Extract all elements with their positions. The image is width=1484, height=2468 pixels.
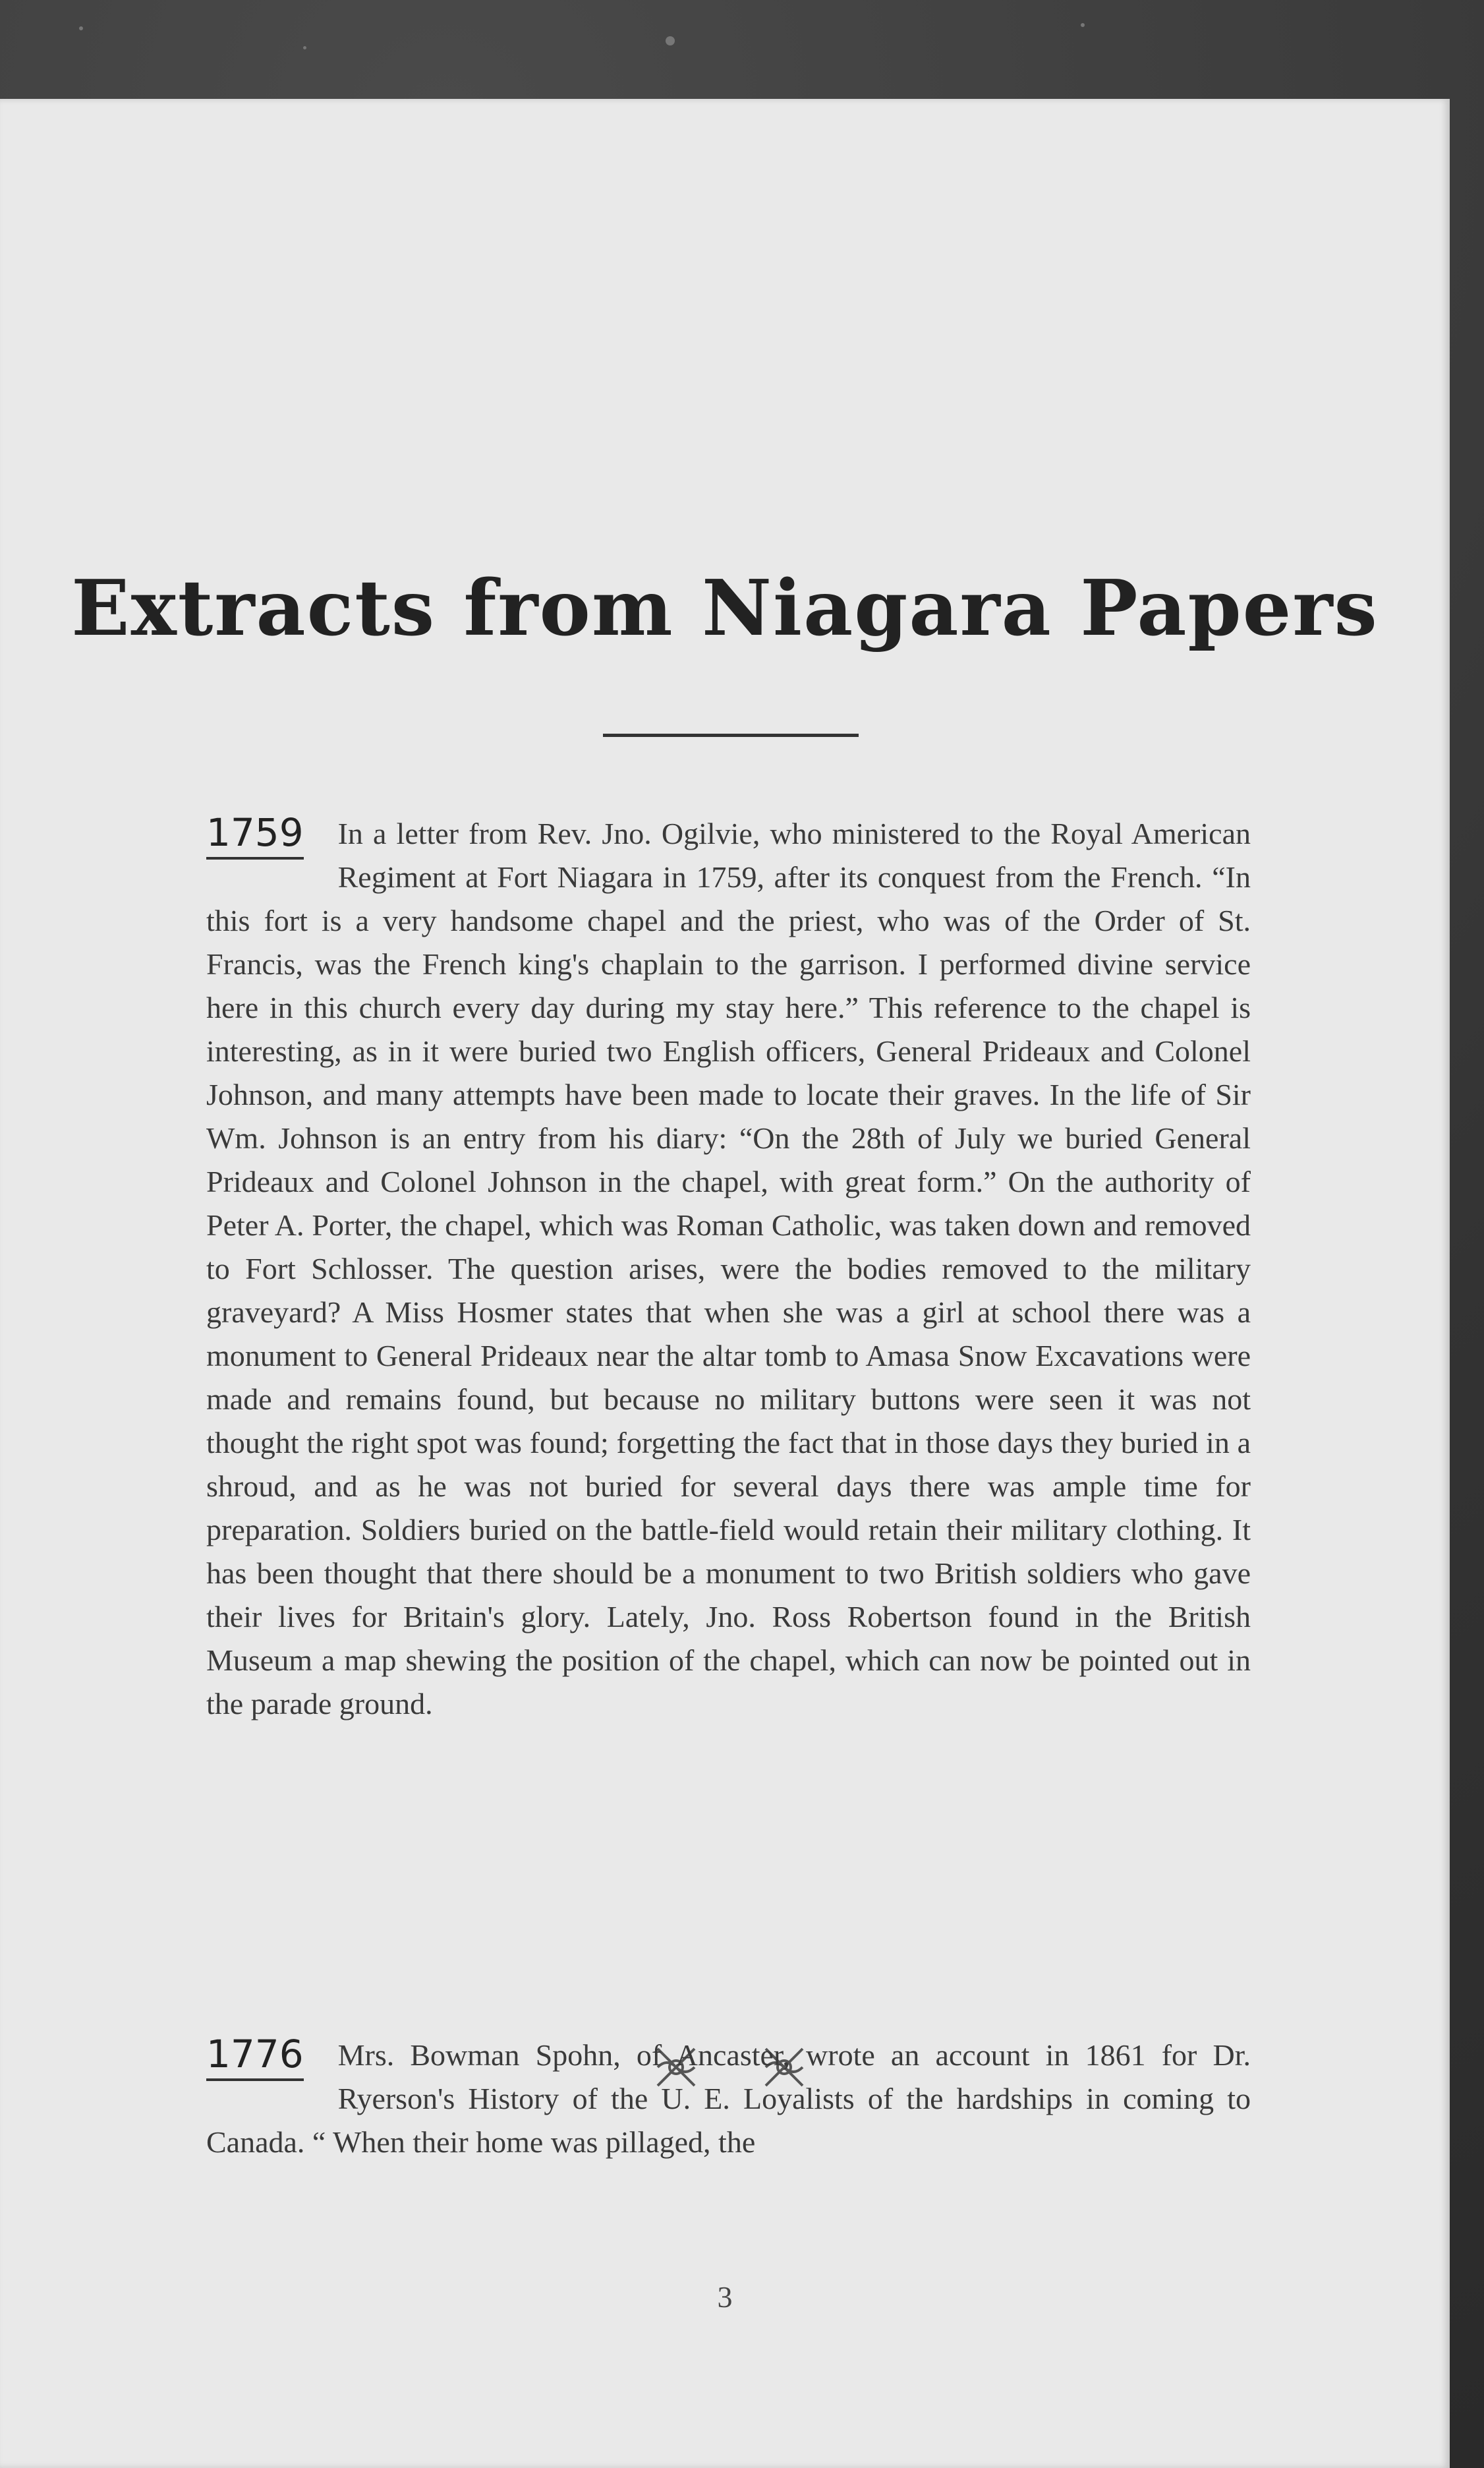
dust-speck: [666, 36, 675, 45]
page-number: 3: [717, 2280, 733, 2314]
document-page: [0, 99, 1450, 2468]
title-divider: [603, 734, 859, 737]
dust-speck: [79, 26, 83, 30]
dust-speck: [1081, 23, 1085, 27]
entry-year: 1776: [206, 2034, 304, 2081]
entry-text: In a letter from Rev. Jno. Ogilvie, who ministered to the Royal American Regiment at Fort Niagara in 1759, after its conquest from the French. “In this fort is a very handsome chapel and the priest, who was of the Order of St. Francis, was the French king's chaplain to the garrison. I performed divine service here in this church every day during my stay here.” This reference to the chapel is interesting, as in it were buried two English officers, General Prideaux and Colonel Johnson, and many attempts have been made to locate their graves. In the life of Sir Wm. Johnson is an entry from his diary: “On the 28th of July we buried General Prideaux and Colonel Johnson in the chapel, with great form.” On the authority of Peter A. Porter, the chapel, which was Roman Catholic, was taken down and removed to Fort Schlosser. The question arises, were the bodies removed to the military graveyard? A Miss Hosmer states that when she was a girl at school there was a monument to General Prideaux near the altar tomb to Amasa Snow Excavations were made and remains found, but because no military buttons were seen it was not thought the right spot was found; forgetting the fact that in those days they buried in a shroud, and as he was not buried for several days there was ample time for preparation. Soldiers buried on the battle-field would retain their military clothing. It has been thought that there should be a monument to two British soldiers who gave their lives for Britain's glory. Lately, Jno. Ross Robertson found in the British Museum a map shewing the position of the chapel, which can now be pointed out in the parade ground.: [206, 817, 1251, 1720]
entry-1759: [206, 812, 1251, 1726]
entry-1776: [206, 2034, 1251, 2164]
entry-year: 1759: [206, 812, 304, 860]
entry-text: Mrs. Bowman Spohn, of Ancaster, wrote an account in 1861 for Dr. Ryerson's History of the U. E. Loyalists of the hardships in coming to Canada. “ When their home was pillaged, the: [206, 2038, 1251, 2159]
dust-speck: [303, 46, 306, 49]
page-title: Extracts from Niagara Papers: [71, 564, 1379, 653]
